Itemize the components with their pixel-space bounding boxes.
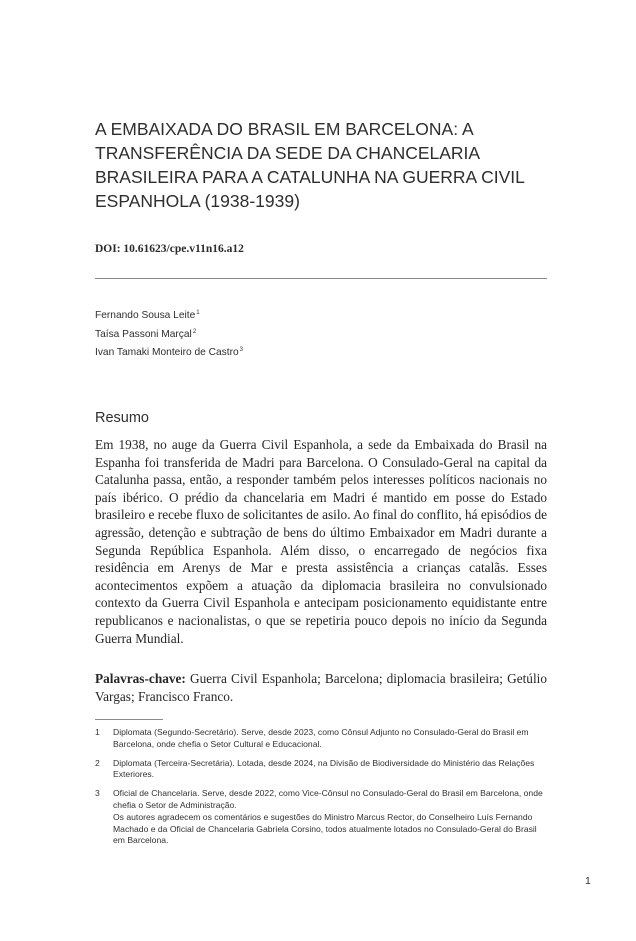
footnote-list <box>95 727 547 854</box>
author-footnote-ref: 1 <box>196 310 200 316</box>
keywords-paragraph <box>95 670 547 705</box>
abstract-heading: Resumo <box>95 410 149 426</box>
author-footnote-ref: 2 <box>192 328 197 335</box>
footnote-divider <box>95 719 163 720</box>
author-name: Ivan Tamaki Monteiro de Castro <box>95 347 239 358</box>
author-name: Taísa Passoni Marçal <box>95 328 192 340</box>
author-item <box>95 341 243 360</box>
footnote-item <box>95 758 547 782</box>
keywords-label: Palavras-chave: <box>95 671 186 686</box>
abstract-text: Em 1938, no auge da Guerra Civil Espanhola, a sede da Embaixada do Brasil na Espanha foi transferida de Madri para Barcelona. O Consulado-Geral na capital da Catalunha passa, então, a responder também pelos interesses políticos nacionais no país ibérico. O prédio da chancelaria em Madri é mantido em posse do Estado brasileiro e recebe fluxo de solicitantes de asilo. Ao final do conflito, há episódios de agressão, detenção e subtração de bens do último Embaixador em Madri durante a Segunda República Espanhola. Além disso, o encarregado de negócios fixa residência em Arenys de Mar e presta assistência a crianças catalãs. Esses acontecimentos expõem a atuação da diplomacia brasileira no convulsionado contexto da Guerra Civil Espanhola e antecipam posicionamento equidistante entre republicanos e nacionalistas, o que se repetiria pouco depois no início da Segunda Guerra Mundial. <box>95 437 547 646</box>
footnote-number: 1 <box>95 727 100 737</box>
footnote-item <box>95 788 547 847</box>
keywords-text: Guerra Civil Espanhola; Barcelona; diplomacia brasileira; Getúlio Vargas; Francisco Franco. <box>95 671 547 704</box>
author-footnote-ref: 3 <box>239 347 243 353</box>
footnote-number: 3 <box>95 788 100 799</box>
author-item <box>95 304 243 323</box>
footnote-text: Oficial de Chancelaria. Serve, desde 2022, como Vice-Cônsul no Consulado-Geral do Brasil em Barcelona, onde chefia o Setor de Administração. <box>113 788 543 810</box>
doi-line: DOI: 10.61623/cpe.v11n16.a12 <box>95 243 244 255</box>
footnote-text: Diplomata (Segundo-Secretário). Serve, desde 2023, como Cônsul Adjunto no Consulado-Geral do Brasil em Barcelona, onde chefia o Setor Cultural e Educacional. <box>113 727 529 749</box>
author-item <box>95 323 243 342</box>
page-number: 1 <box>585 875 591 887</box>
footnote-number: 2 <box>95 757 100 768</box>
acknowledgement-text: Os autores agradecem os comentários e sugestões do Ministro Marcus Rector, do Conselheiro Luís Fernando Machado e da Oficial de Chancelaria Gabriela Corsino, todos atualmente lotados no Consulado-Geral do Brasil em Barcelona. <box>113 811 537 846</box>
title-divider <box>95 278 547 279</box>
article-title: A EMBAIXADA DO BRASIL EM BARCELONA: A TRANSFERÊNCIA DA SEDE DA CHANCELARIA BRASILEIRA PARA A CATALUNHA NA GUERRA CIVIL ESPANHOLA (1938-1939) <box>95 119 525 211</box>
author-list <box>95 304 243 360</box>
footnote-item <box>95 727 547 751</box>
author-name: Fernando Sousa Leite <box>95 310 196 321</box>
footnote-text: Diplomata (Terceira-Secretária). Lotada, desde 2024, na Divisão de Biodiversidade do Ministério das Relações Exteriores. <box>113 757 535 780</box>
